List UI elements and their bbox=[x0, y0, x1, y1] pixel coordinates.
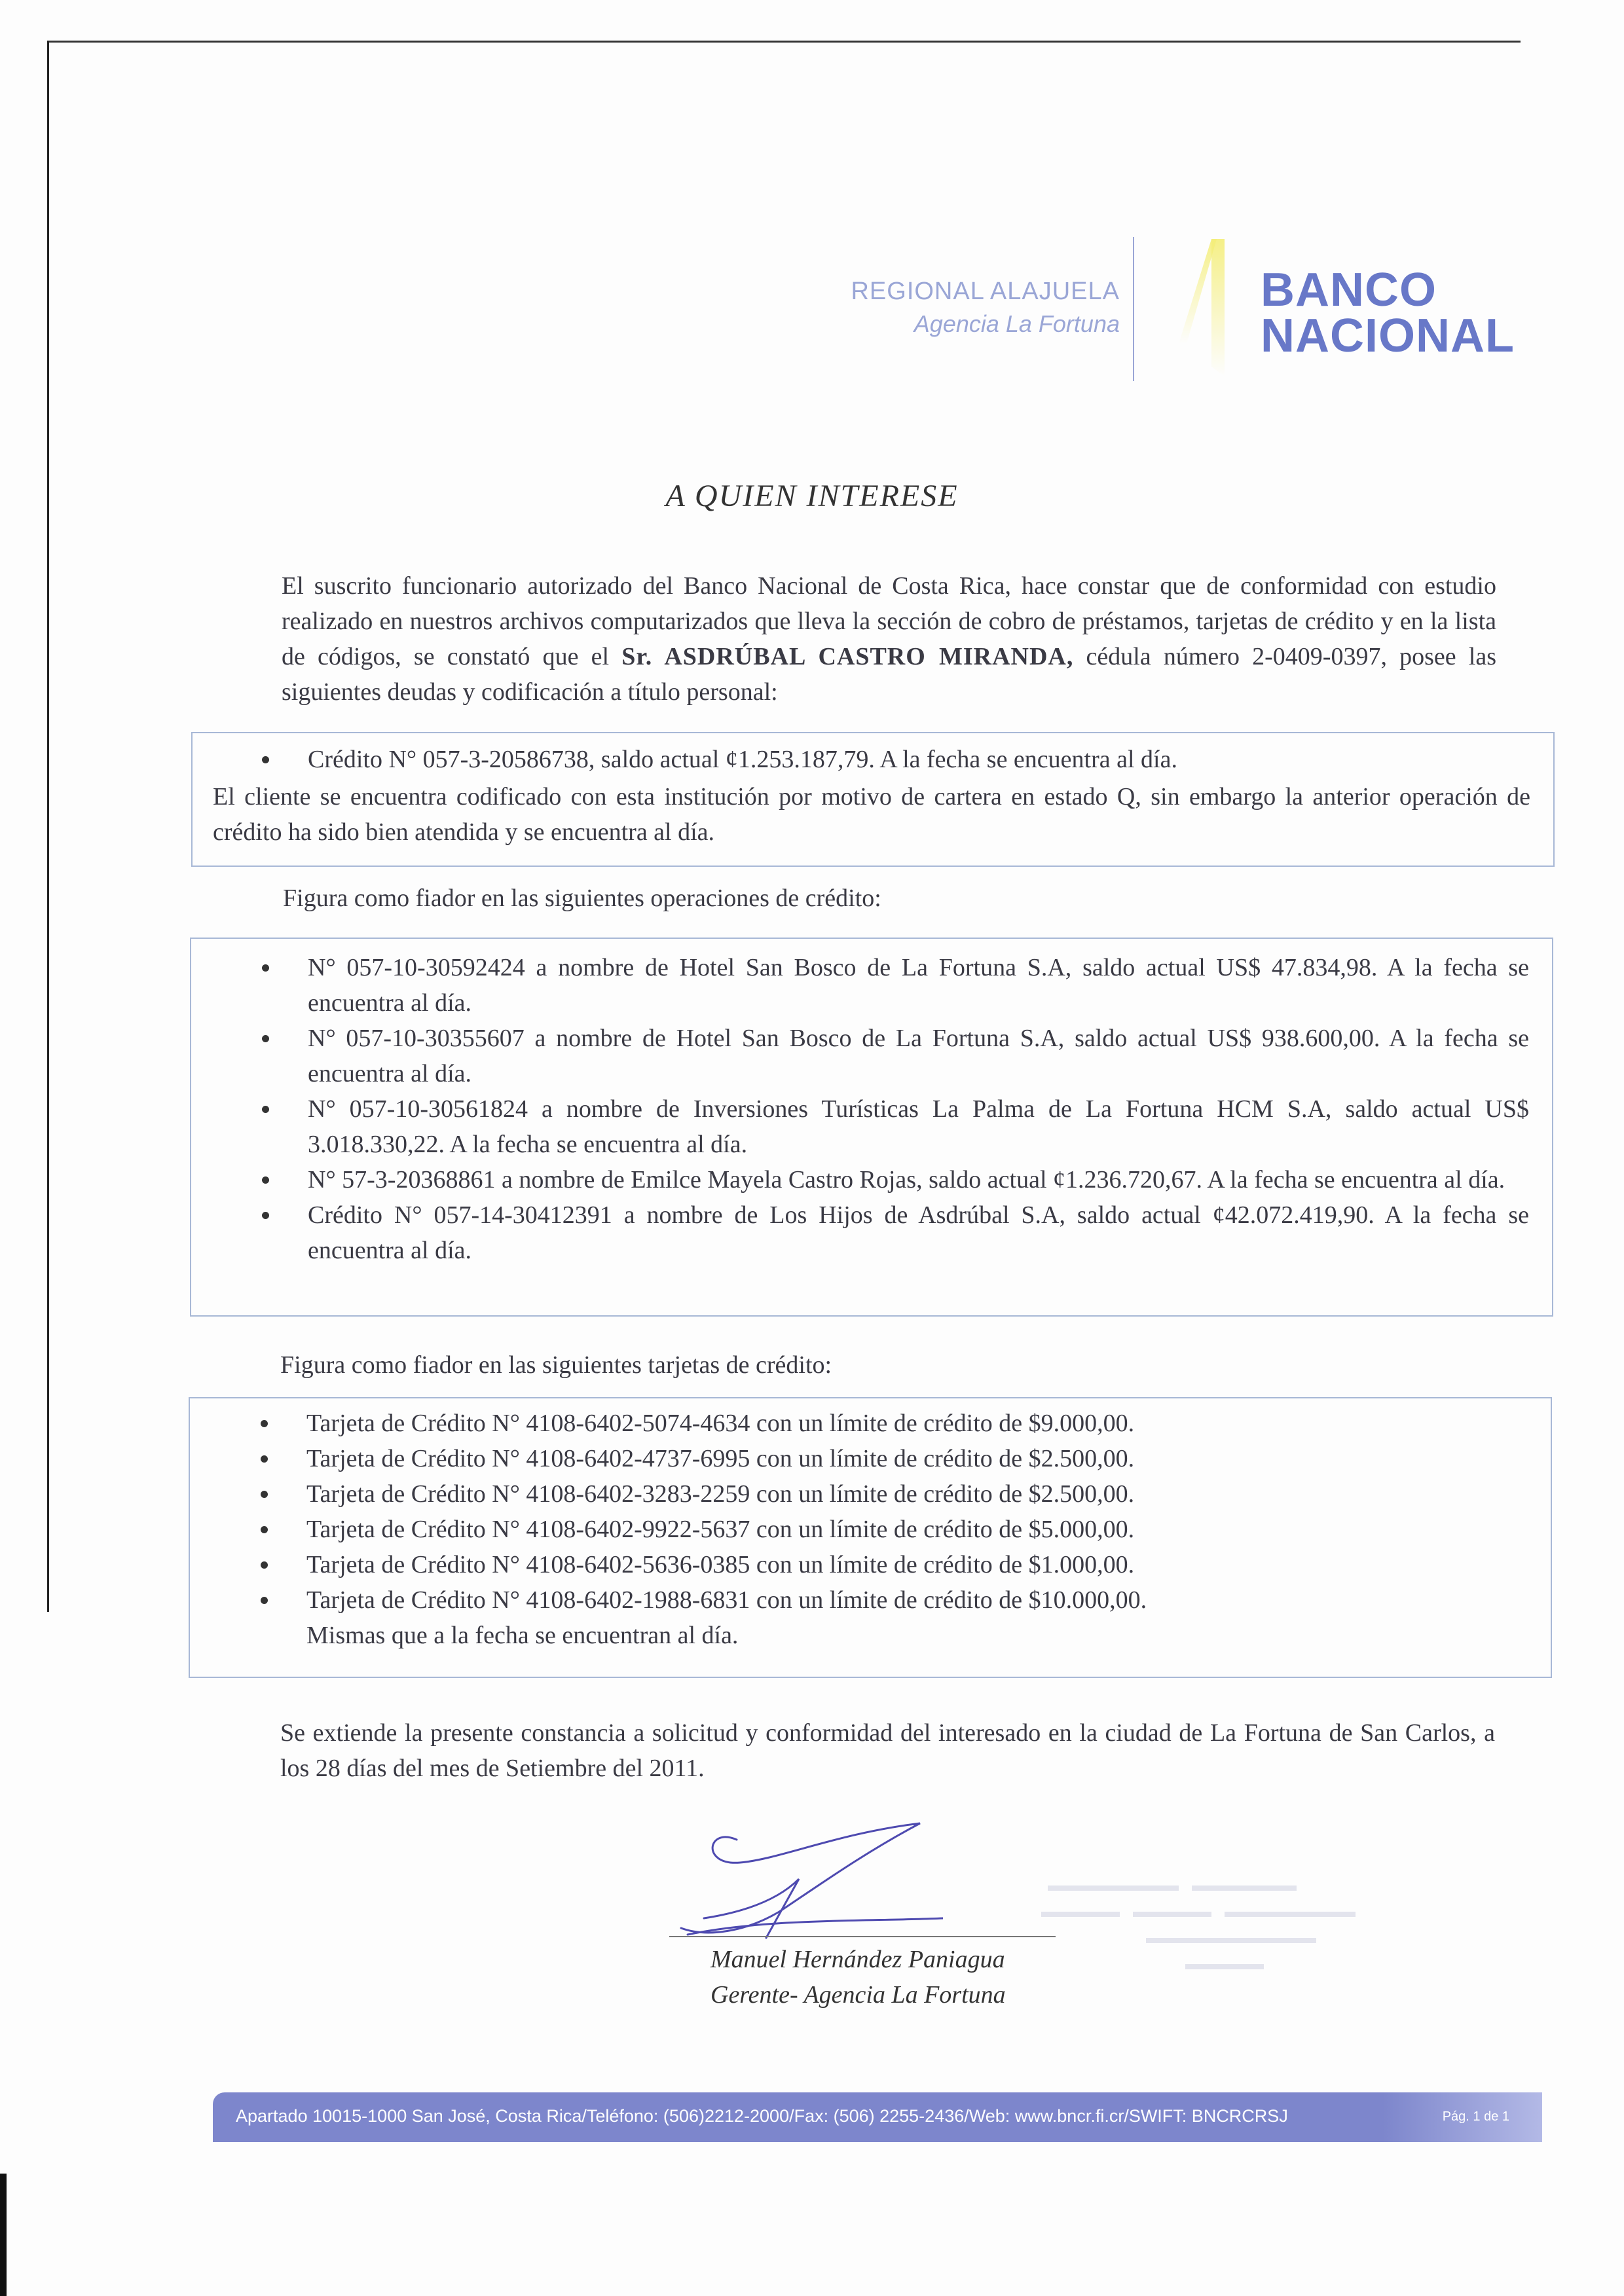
document-title: A QUIEN INTERESE bbox=[665, 479, 959, 513]
footer-address: Apartado 10015-1000 San José, Costa Rica/Teléfono: (506)2212-2000/Fax: (506) 2255-2436/Web: www.bncr.fi.cr/SWIFT: BNCRCRSJ bbox=[236, 2106, 1288, 2126]
signatory-position: Gerente- Agencia La Fortuna bbox=[710, 1981, 1006, 2009]
personal-debts-list bbox=[262, 742, 1539, 777]
bullet-icon bbox=[262, 1176, 269, 1184]
signature-line bbox=[669, 1936, 1056, 1937]
list-item: Tarjeta de Crédito N° 4108-6402-5636-0385 con un límite de crédito de $1.000,00. bbox=[261, 1547, 1528, 1582]
list-item: Tarjeta de Crédito N° 4108-6402-5074-4634 con un límite de crédito de $9.000,00. bbox=[261, 1406, 1528, 1441]
list-item: N° 57-3-20368861 a nombre de Emilce Mayela Castro Rojas, saldo actual ¢1.236.720,67. A la fecha se encuentra al día. bbox=[262, 1162, 1529, 1197]
bullet-icon bbox=[261, 1420, 268, 1427]
signatory-block bbox=[710, 1942, 1006, 2013]
scan-edge-mark bbox=[0, 2174, 7, 2296]
list-item: Tarjeta de Crédito N° 4108-6402-4737-6995 con un límite de crédito de $2.500,00. bbox=[261, 1441, 1528, 1476]
signature-image bbox=[668, 1813, 943, 1944]
bank-logo-icon bbox=[1172, 232, 1251, 383]
scan-edge-top bbox=[47, 41, 1521, 43]
bullet-icon bbox=[261, 1455, 268, 1463]
faded-seal-image bbox=[1028, 1872, 1395, 2003]
bullet-icon bbox=[261, 1561, 268, 1569]
bullet-icon bbox=[261, 1597, 268, 1604]
list-item: Tarjeta de Crédito N° 4108-6402-3283-2259 con un límite de crédito de $2.500,00. bbox=[261, 1476, 1528, 1512]
bullet-icon bbox=[261, 1526, 268, 1533]
list-item: N° 057-10-30355607 a nombre de Hotel San Bosco de La Fortuna S.A, saldo actual US$ 938.600,00. A la fecha se encuentra al día. bbox=[262, 1021, 1529, 1091]
logo-line-2: NACIONAL bbox=[1261, 310, 1515, 362]
bullet-icon bbox=[262, 964, 269, 972]
client-name: Sr. ASDRÚBAL CASTRO MIRANDA, bbox=[621, 643, 1074, 670]
guarantor-loans-heading: Figura como fiador en las siguientes operaciones de crédito: bbox=[283, 884, 881, 912]
intro-text-cont: cédula número 2-0409-0397, posee las siguientes deudas y codificación a título personal: bbox=[282, 643, 1497, 706]
list-item: Crédito N° 057-3-20586738, saldo actual ¢1.253.187,79. A la fecha se encuentra al día. bbox=[262, 742, 1539, 777]
agency-label: Agencia La Fortuna bbox=[913, 310, 1120, 337]
footer-bar bbox=[213, 2092, 1542, 2142]
header-divider bbox=[1133, 237, 1134, 381]
closing-paragraph: Se extiende la presente constancia a solicitud y conformidad del interesado en la ciudad de La Fortuna de San Carlos, a los 28 días del mes de Setiembre del 2011. bbox=[280, 1719, 1495, 1782]
bullet-icon bbox=[262, 756, 269, 763]
bullet-icon bbox=[262, 1212, 269, 1219]
codification-note: El cliente se encuentra codificado con esta institución por motivo de cartera en estado Q, sin embargo la anterior operación de crédito ha sido bien atendida y se encuentra al día. bbox=[213, 783, 1530, 846]
list-item: Tarjeta de Crédito N° 4108-6402-1988-6831 con un límite de crédito de $10.000,00. bbox=[261, 1582, 1528, 1618]
intro-text: El suscrito funcionario autorizado del Banco Nacional de Costa Rica, hace constar que de conformidad con estudio realizado en nuestros archivos computarizados que lleva la sección de cobro de préstamos, tarjetas de crédito y en la lista de códigos, se constató que el bbox=[282, 572, 1496, 670]
list-item-closing: Mismas que a la fecha se encuentran al día. bbox=[306, 1622, 739, 1649]
logo-line-1: BANCO bbox=[1261, 264, 1437, 316]
guarantor-cards-heading: Figura como fiador en las siguientes tarjetas de crédito: bbox=[280, 1351, 832, 1379]
bullet-icon bbox=[261, 1491, 268, 1498]
list-item: Crédito N° 057-14-30412391 a nombre de Los Hijos de Asdrúbal S.A, saldo actual ¢42.072.419,90. A la fecha se encuentra al día. bbox=[262, 1197, 1529, 1268]
header-regional bbox=[792, 275, 1120, 340]
bullet-icon bbox=[262, 1035, 269, 1042]
signatory-name: Manuel Hernández Paniagua bbox=[710, 1946, 1005, 1973]
list-item: N° 057-10-30561824 a nombre de Inversiones Turísticas La Palma de La Fortuna HCM S.A, saldo actual US$ 3.018.330,22. A la fecha se encuentra al día. bbox=[262, 1091, 1529, 1162]
bank-logo-text bbox=[1261, 264, 1515, 362]
guarantor-loans-list bbox=[262, 950, 1529, 1268]
list-item: N° 057-10-30592424 a nombre de Hotel San Bosco de La Fortuna S.A, saldo actual US$ 47.834,98. A la fecha se encuentra al día. bbox=[262, 950, 1529, 1021]
guarantor-cards-list bbox=[261, 1406, 1528, 1653]
bullet-icon bbox=[262, 1106, 269, 1113]
page-number: Pág. 1 de 1 bbox=[1442, 2109, 1509, 2124]
regional-label: REGIONAL ALAJUELA bbox=[851, 278, 1120, 305]
intro-paragraph bbox=[282, 568, 1496, 710]
list-item: Tarjeta de Crédito N° 4108-6402-9922-5637 con un límite de crédito de $5.000,00. bbox=[261, 1512, 1528, 1547]
scan-edge-left bbox=[47, 41, 49, 1612]
